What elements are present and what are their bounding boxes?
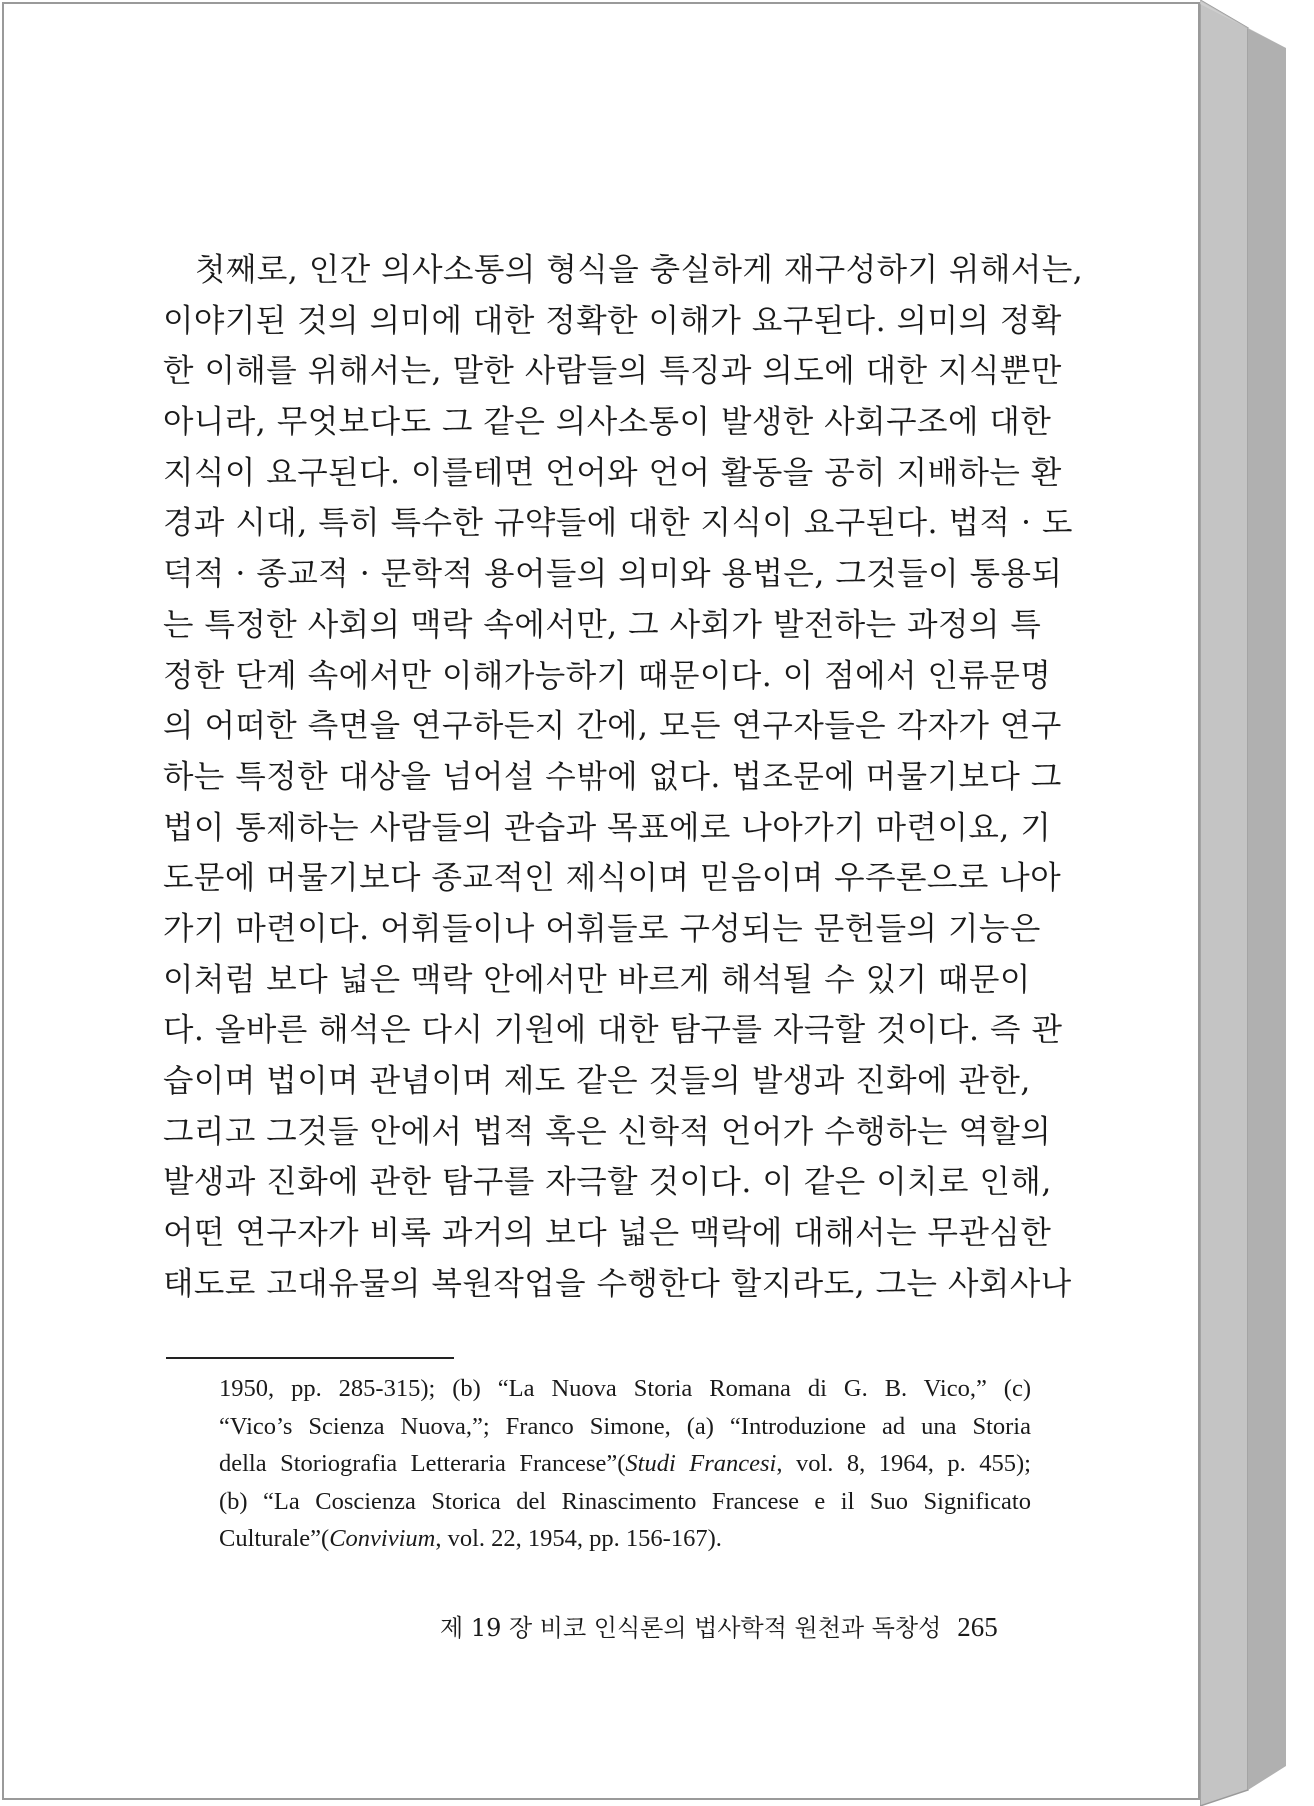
page-number: 265 <box>957 1612 998 1642</box>
body-line: 이야기된 것의 의미에 대한 정확한 이해가 요구된다. 의미의 정확 <box>163 302 1062 339</box>
body-line: 다. 올바른 해석은 다시 기원에 대한 탐구를 자극할 것이다. 즉 관 <box>163 1012 1063 1049</box>
footnote-line: “Vico’s Scienza Nuova,”; Franco Simone, (a) “Introduzione ad una Storia <box>219 1412 1031 1440</box>
journal-title: Studi Francesi <box>625 1450 777 1477</box>
footnote-text: , vol. 8, 1964, p. 455); <box>776 1450 1031 1477</box>
footnote-divider <box>166 1357 454 1359</box>
page-edge-graphic <box>1200 0 1314 1806</box>
body-line: 지식이 요구된다. 이를테면 언어와 언어 활동을 공히 지배하는 환 <box>163 454 1062 491</box>
body-line: 발생과 진화에 관한 탐구를 자극할 것이다. 이 같은 이치로 인해, <box>163 1164 1052 1201</box>
chapter-title: 제 19 장 비코 인식론의 법사학적 원천과 독창성 <box>440 1614 942 1642</box>
journal-title: Convivium <box>329 1525 436 1552</box>
body-line: 한 이해를 위해서는, 말한 사람들의 특징과 의도에 대한 지식뿐만 <box>163 353 1062 390</box>
body-line: 첫째로, 인간 의사소통의 형식을 충실하게 재구성하기 위해서는, <box>195 252 1084 288</box>
body-line: 가기 마련이다. 어휘들이나 어휘들로 구성되는 문헌들의 기능은 <box>163 910 1041 947</box>
body-line: 그리고 그것들 안에서 법적 혹은 신학적 언어가 수행하는 역할의 <box>163 1113 1052 1150</box>
footnote-line: (b) “La Coscienza Storica del Rinascimento Francese e il Suo Significato <box>219 1487 1031 1515</box>
body-line: 어떤 연구자가 비록 과거의 보다 넓은 맥락에 대해서는 무관심한 <box>163 1215 1052 1252</box>
body-line: 태도로 고대유물의 복원작업을 수행한다 할지라도, 그는 사회사나 <box>163 1265 1072 1302</box>
footnote-text: Culturale”( <box>219 1525 330 1552</box>
body-line: 경과 시대, 특히 특수한 규약들에 대한 지식이 요구된다. 법적 · 도 <box>163 505 1073 542</box>
footnote-line <box>219 1445 1031 1483</box>
body-text <box>163 245 1084 1309</box>
body-line: 습이며 법이며 관념이며 제도 같은 것들의 발생과 진화에 관한, <box>163 1063 1031 1099</box>
body-line: 정한 단계 속에서만 이해가능하기 때문이다. 이 점에서 인류문명 <box>163 657 1052 694</box>
body-line: 도문에 머물기보다 종교적인 제식이며 믿음이며 우주론으로 나아 <box>163 860 1062 897</box>
body-line: 는 특정한 사회의 맥락 속에서만, 그 사회가 발전하는 과정의 특 <box>163 606 1042 643</box>
footnote-line <box>219 1520 1031 1558</box>
body-line: 아니라, 무엇보다도 그 같은 의사소통이 발생한 사회구조에 대한 <box>163 404 1052 441</box>
footnote-line: 1950, pp. 285-315); (b) “La Nuova Storia Romana di G. B. Vico,” (c) <box>219 1375 1031 1402</box>
footnote-text: della Storiografia Letteraria Francese”( <box>219 1450 626 1477</box>
body-line: 의 어떠한 측면을 연구하든지 간에, 모든 연구자들은 각자가 연구 <box>163 708 1062 745</box>
body-line: 덕적 · 종교적 · 문학적 용어들의 의미와 용법은, 그것들이 통용되 <box>163 556 1063 593</box>
body-line: 하는 특정한 대상을 넘어설 수밖에 없다. 법조문에 머물기보다 그 <box>163 758 1062 795</box>
footnote-text: , vol. 22, 1954, pp. 156-167). <box>435 1525 722 1552</box>
running-footer <box>440 1608 1000 1643</box>
body-line: 이처럼 보다 넓은 맥락 안에서만 바르게 해석될 수 있기 때문이 <box>163 961 1031 998</box>
page-edge <box>1200 0 1314 1806</box>
footnote <box>219 1370 1031 1558</box>
body-line: 법이 통제하는 사람들의 관습과 목표에로 나아가기 마련이요, 기 <box>163 809 1052 846</box>
